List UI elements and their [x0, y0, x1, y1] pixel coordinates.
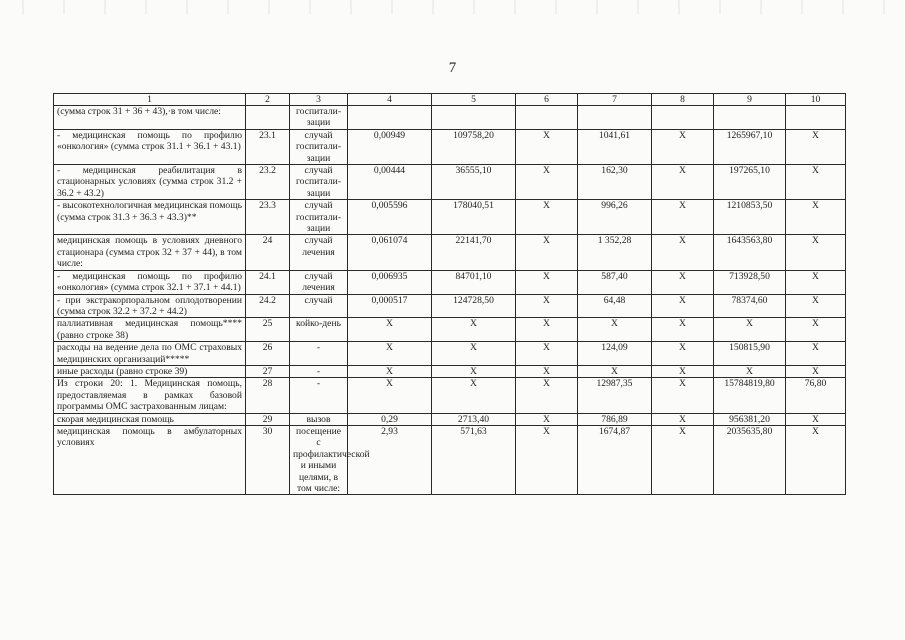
- table-cell: 1643563,80: [714, 235, 786, 270]
- table-row: [54, 342, 846, 366]
- table-cell: X: [516, 425, 578, 494]
- table-cell: X: [786, 235, 846, 270]
- column-header: 7: [578, 94, 652, 106]
- table-cell: 29: [246, 413, 290, 425]
- column-header: 3: [290, 94, 348, 106]
- column-header: 9: [714, 94, 786, 106]
- table-cell: 1210853,50: [714, 200, 786, 235]
- table-cell: X: [516, 200, 578, 235]
- table-cell: 1 352,28: [578, 235, 652, 270]
- table-row: [54, 165, 846, 200]
- table-cell: [652, 106, 714, 130]
- table-cell: 22141,70: [432, 235, 516, 270]
- table-cell: 1265967,10: [714, 129, 786, 164]
- table-cell: медицинская помощь в амбулаторных условиях: [54, 425, 246, 494]
- table-cell: X: [516, 270, 578, 294]
- table-cell: X: [516, 165, 578, 200]
- table-cell: 178040,51: [432, 200, 516, 235]
- table-cell: 23.1: [246, 129, 290, 164]
- table-cell: 64,48: [578, 294, 652, 318]
- table-cell: 150815,90: [714, 342, 786, 366]
- table-cell: X: [578, 318, 652, 342]
- table-cell: 0,000517: [348, 294, 432, 318]
- table-cell: 25: [246, 318, 290, 342]
- table-row: [54, 106, 846, 130]
- column-header: 8: [652, 94, 714, 106]
- table-cell: 996,26: [578, 200, 652, 235]
- table-cell: X: [432, 342, 516, 366]
- table-cell: X: [786, 129, 846, 164]
- table-cell: 12987,35: [578, 378, 652, 413]
- table-cell: X: [432, 365, 516, 377]
- column-header: 10: [786, 94, 846, 106]
- table-cell: медицинская помощь в условиях дневного стационара (сумма строк 32 + 37 + 44), в том числе:: [54, 235, 246, 270]
- table-cell: 84701,10: [432, 270, 516, 294]
- table-cell: X: [348, 342, 432, 366]
- table-row: [54, 365, 846, 377]
- table-cell: X: [652, 129, 714, 164]
- table-cell: X: [652, 342, 714, 366]
- table-cell: 15784819,80: [714, 378, 786, 413]
- table-cell: 0,00444: [348, 165, 432, 200]
- table-cell: - при экстракорпоральном оплодотворении (сумма строк 32.2 + 37.2 + 44.2): [54, 294, 246, 318]
- table-cell: X: [652, 318, 714, 342]
- table-cell: [714, 106, 786, 130]
- table-cell: Из строки 20: 1. Медицинская помощь, предоставляемая в рамках базовой программы ОМС застрахованным лицам:: [54, 378, 246, 413]
- table-cell: X: [786, 165, 846, 200]
- table-cell: [432, 106, 516, 130]
- table-cell: X: [516, 413, 578, 425]
- table-cell: 0,006935: [348, 270, 432, 294]
- table-cell: 78374,60: [714, 294, 786, 318]
- table-row: [54, 235, 846, 270]
- table-cell: X: [652, 378, 714, 413]
- table-cell: X: [516, 318, 578, 342]
- table-cell: -: [290, 365, 348, 377]
- table-cell: случай лечения: [290, 235, 348, 270]
- table-row: [54, 129, 846, 164]
- table-cell: X: [786, 294, 846, 318]
- table-cell: случай госпитали-зации: [290, 165, 348, 200]
- table-cell: 197265,10: [714, 165, 786, 200]
- table-cell: случай госпитали-зации: [290, 200, 348, 235]
- table-cell: X: [516, 342, 578, 366]
- table-cell: 2713,40: [432, 413, 516, 425]
- table-cell: X: [652, 365, 714, 377]
- table-cell: 956381,20: [714, 413, 786, 425]
- table-cell: - медицинская помощь по профилю «онкология» (сумма строк 32.1 + 37.1 + 44.1): [54, 270, 246, 294]
- table-row: [54, 425, 846, 494]
- table-cell: (сумма строк 31 + 36 + 43),·в том числе:: [54, 106, 246, 130]
- table-cell: X: [348, 318, 432, 342]
- table-cell: 124,09: [578, 342, 652, 366]
- table-cell: случай: [290, 294, 348, 318]
- table-row: [54, 413, 846, 425]
- table-cell: X: [652, 413, 714, 425]
- table-cell: X: [516, 378, 578, 413]
- table-cell: случай госпитали-зации: [290, 129, 348, 164]
- table-row: [54, 318, 846, 342]
- table-cell: X: [652, 165, 714, 200]
- table-cell: 30: [246, 425, 290, 494]
- scan-noise: [0, 0, 905, 14]
- table-cell: вызов: [290, 413, 348, 425]
- table-cell: X: [652, 270, 714, 294]
- table-cell: 23.2: [246, 165, 290, 200]
- table-row: [54, 294, 846, 318]
- table-cell: [786, 106, 846, 130]
- table-cell: X: [652, 235, 714, 270]
- data-table: [53, 93, 846, 495]
- table-row: [54, 270, 846, 294]
- table-cell: койко-день: [290, 318, 348, 342]
- table-cell: 27: [246, 365, 290, 377]
- table-cell: -: [290, 378, 348, 413]
- table-cell: - высокотехнологичная медицинская помощь (сумма строк 31.3 + 36.3 + 43.3)**: [54, 200, 246, 235]
- table-cell: X: [516, 365, 578, 377]
- table-cell: [246, 106, 290, 130]
- table-cell: 0,061074: [348, 235, 432, 270]
- column-header: 6: [516, 94, 578, 106]
- table-cell: 76,80: [786, 378, 846, 413]
- table-cell: X: [432, 318, 516, 342]
- table-cell: - медицинская реабилитация в стационарных условиях (сумма строк 31.2 + 36.2 + 43.2): [54, 165, 246, 200]
- table-cell: X: [786, 270, 846, 294]
- table-cell: X: [348, 365, 432, 377]
- table-cell: 1041,61: [578, 129, 652, 164]
- table-cell: 36555,10: [432, 165, 516, 200]
- table-cell: X: [578, 365, 652, 377]
- column-header: 1: [54, 94, 246, 106]
- table-cell: X: [714, 365, 786, 377]
- table-cell: 24: [246, 235, 290, 270]
- table-cell: - медицинская помощь по профилю «онкология» (сумма строк 31.1 + 36.1 + 43.1): [54, 129, 246, 164]
- column-header: 2: [246, 94, 290, 106]
- table-cell: 26: [246, 342, 290, 366]
- table-cell: 1674,87: [578, 425, 652, 494]
- table-cell: 28: [246, 378, 290, 413]
- table-cell: X: [516, 129, 578, 164]
- page-number: 7: [448, 60, 457, 76]
- table-cell: X: [714, 318, 786, 342]
- table-cell: X: [652, 294, 714, 318]
- table-cell: X: [348, 378, 432, 413]
- table-cell: [348, 106, 432, 130]
- table-row: [54, 200, 846, 235]
- table-cell: 162,30: [578, 165, 652, 200]
- table-cell: 0,29: [348, 413, 432, 425]
- table-cell: X: [786, 342, 846, 366]
- table-cell: иные расходы (равно строке 39): [54, 365, 246, 377]
- table-cell: X: [786, 425, 846, 494]
- table-cell: расходы на ведение дела по ОМС страховых медицинских организаций*****: [54, 342, 246, 366]
- table-cell: X: [652, 425, 714, 494]
- table-cell: X: [786, 413, 846, 425]
- table-cell: 587,40: [578, 270, 652, 294]
- table-cell: 571,63: [432, 425, 516, 494]
- column-header: 5: [432, 94, 516, 106]
- table-cell: случай лечения: [290, 270, 348, 294]
- table-cell: X: [786, 200, 846, 235]
- table-cell: 124728,50: [432, 294, 516, 318]
- table-cell: госпитали-зации: [290, 106, 348, 130]
- table-cell: 24.2: [246, 294, 290, 318]
- table-cell: 24.1: [246, 270, 290, 294]
- table-cell: 0,005596: [348, 200, 432, 235]
- table-cell: 713928,50: [714, 270, 786, 294]
- table-cell: [578, 106, 652, 130]
- table-row: [54, 378, 846, 413]
- table-cell: 2,93: [348, 425, 432, 494]
- column-header: 4: [348, 94, 432, 106]
- table-cell: X: [652, 200, 714, 235]
- table-cell: 786,89: [578, 413, 652, 425]
- table-cell: [516, 106, 578, 130]
- table-cell: X: [516, 235, 578, 270]
- table-cell: паллиативная медицинская помощь**** (равно строке 38): [54, 318, 246, 342]
- table-cell: посещение с профилактической и иными целями, в том числе:: [290, 425, 348, 494]
- table-cell: 23.3: [246, 200, 290, 235]
- table-cell: X: [432, 378, 516, 413]
- table-header-row: [54, 94, 846, 106]
- table-cell: X: [786, 318, 846, 342]
- table-cell: скорая медицинская помощь: [54, 413, 246, 425]
- table-cell: 2035635,80: [714, 425, 786, 494]
- table-cell: X: [516, 294, 578, 318]
- table-cell: 109758,20: [432, 129, 516, 164]
- table-cell: 0,00949: [348, 129, 432, 164]
- table-cell: X: [786, 365, 846, 377]
- table-cell: -: [290, 342, 348, 366]
